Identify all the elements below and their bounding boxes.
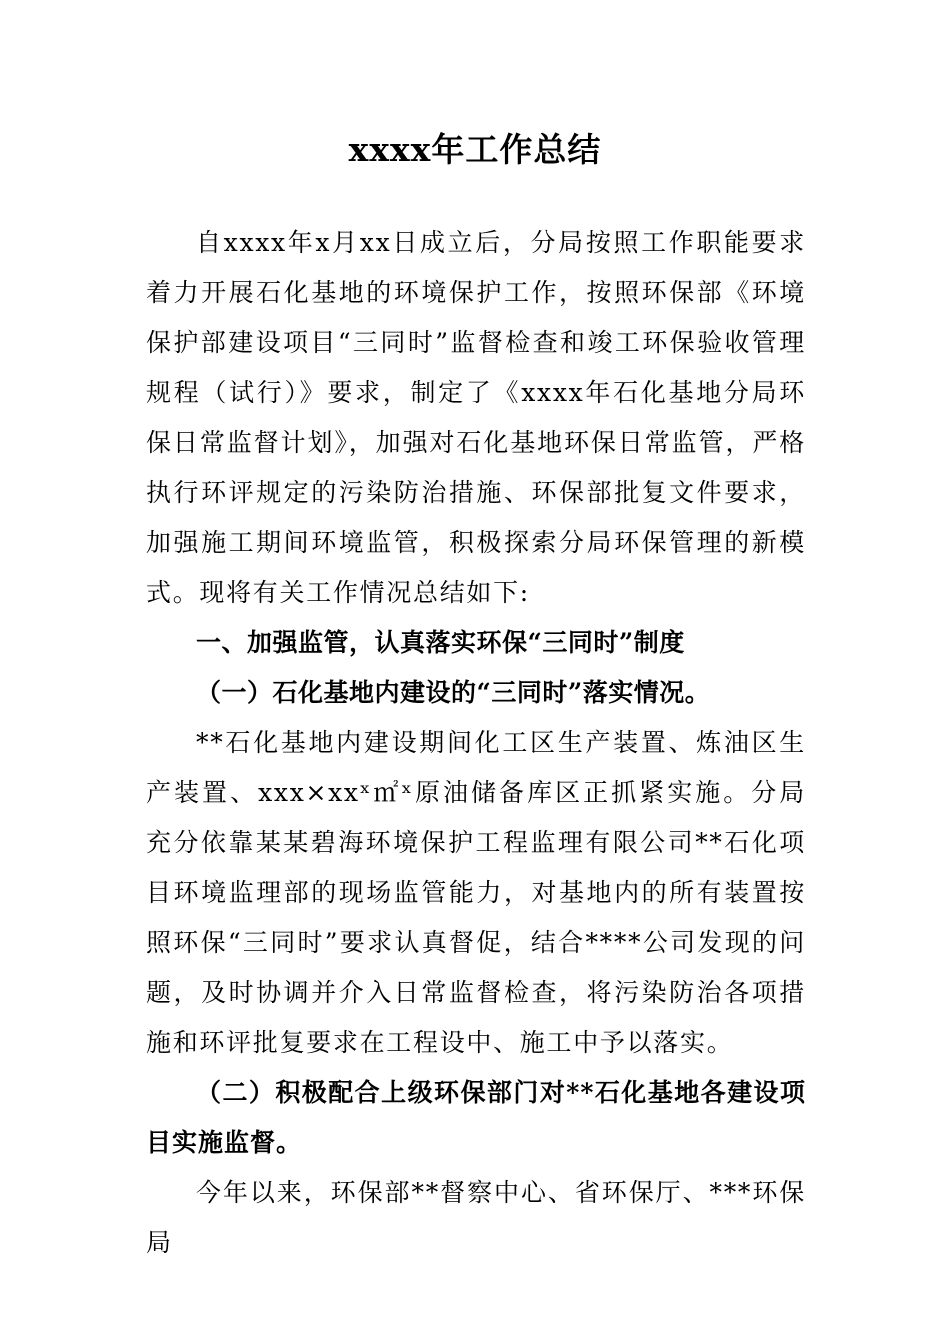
subsection-heading-2: （二）积极配合上级环保部门对**石化基地各建设项目实施监督。 <box>146 1078 806 1157</box>
document-body <box>146 218 806 1268</box>
intro-paragraph: 自xxxx年x月xx日成立后，分局按照工作职能要求着力开展石化基地的环境保护工作，按照环保部《环境保护部建设项目“三同时”监督检查和竣工环保验收管理规程（试行）》要求，制定了《xxxx年石化基地分局环保日常监督计划》，加强对石化基地环保日常监管，严格执行环评规定的污染防治措施、环保部批复文件要求，加强施工期间环境监管，积极探索分局环保管理的新模式。现将有关工作情况总结如下: <box>146 228 806 607</box>
subsection-2-paragraph: 今年以来，环保部**督察中心、省环保厅、***环保局 <box>146 1178 806 1257</box>
document-title: xxxx年工作总结 <box>348 130 602 169</box>
subsection-1-paragraph: **石化基地内建设期间化工区生产装置、炼油区生产装置、xxx×xxˣ㎡ˣ原油储备库区正抓紧实施。分局充分依靠某某碧海环境保护工程监理有限公司**石化项目环境监理部的现场监管能力，对基地内的所有装置按照环保“三同时”要求认真督促，结合****公司发现的问题，及时协调并介入日常监督检查，将污染防治各项措施和环评批复要求在工程设中、施工中予以落实。 <box>146 728 806 1057</box>
subsection-heading-1: （一）石化基地内建设的“三同时”落实情况。 <box>196 678 711 707</box>
section-heading-1: 一、加强监管，认真落实环保“三同时”制度 <box>196 628 685 657</box>
